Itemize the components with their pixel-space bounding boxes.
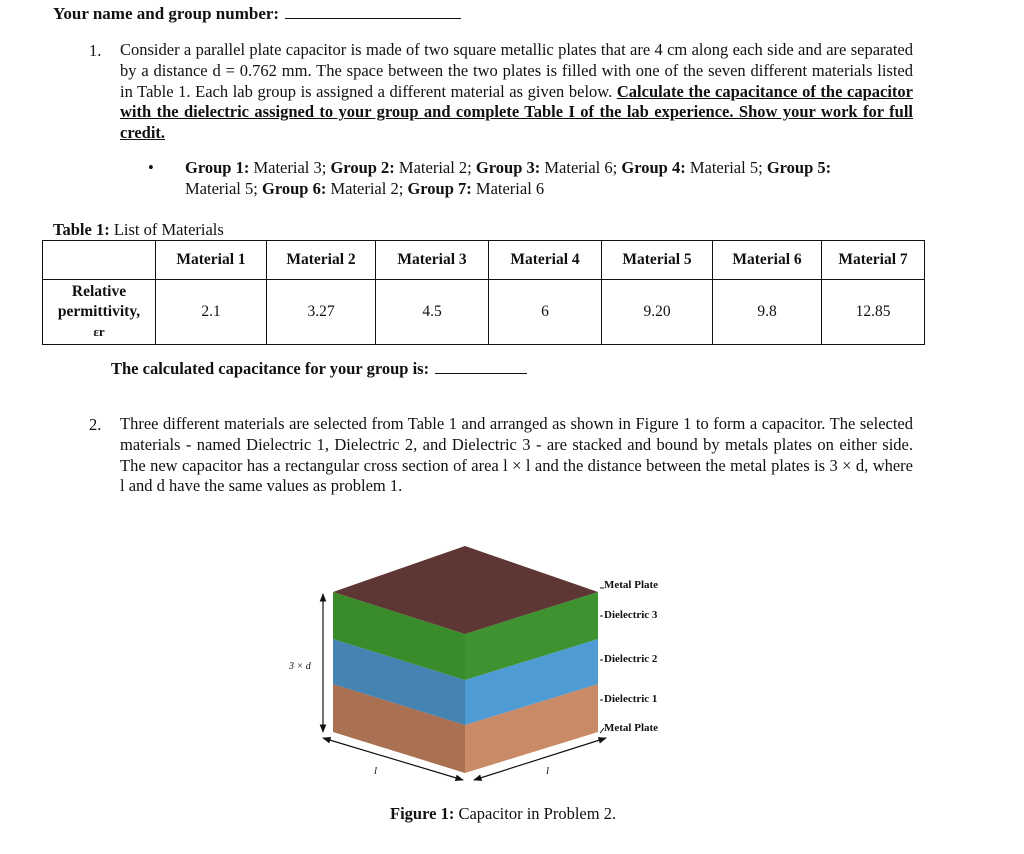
group-1-label: Group 1: <box>185 158 250 177</box>
group-6-label: Group 6: <box>261 178 327 198</box>
problem-1-instruction: Calculate the capacitance of the capacitor with the dielectric assigned to your group and complete Table I of the lab experience. Show your work for full credit. <box>120 81 913 143</box>
header-material-3: Material 3 <box>376 241 489 280</box>
header-material-5: Material 5 <box>602 241 713 280</box>
value-material-4: 6 <box>489 280 602 345</box>
label-dielectric-2: Dielectric 2 <box>604 653 658 665</box>
group-2-material: Material 2; <box>398 158 472 177</box>
permittivity-symbol: εr <box>93 324 105 339</box>
label-metal-plate-bottom: Metal Plate <box>604 722 659 734</box>
table-caption-number: Table 1: <box>53 220 110 239</box>
group-7-label: Group 7: <box>407 178 472 198</box>
group-2-label: Group 2: <box>330 158 395 177</box>
problem-2-number: 2. <box>89 415 102 434</box>
problem-1-statement: Consider a parallel plate capacitor is made of two square metallic plates that are 4 cm along each side and are separated by a distance d = 0.762 mm. The space between the two plates is filled with one of the seven different materials listed in Table 1. Each lab group is assigned a different material as given below. <box>120 40 913 101</box>
value-material-1: 2.1 <box>156 280 267 345</box>
group-7-material: Material 6 <box>475 178 545 198</box>
header-material-1: Material 1 <box>156 241 267 280</box>
header-material-4: Material 4 <box>489 241 602 280</box>
group-1-material: Material 3; <box>253 158 327 177</box>
problem-2-text: Three different materials are selected from Table 1 and arranged as shown in Figure 1 to form a capacitor. The selected materials - named Dielectric 1, Dielectric 2, and Dielectric 3 - are stacked and bound by metals plates on either side. The new capacitor has a rectangular cross section of area l × l and the distance between the metal plates is 3 × d, where l and d have the same values as problem 1. <box>120 414 913 496</box>
header-material-2: Material 2 <box>267 241 376 280</box>
label-width-left: l <box>374 765 378 777</box>
label-metal-plate-top: Metal Plate <box>604 579 659 591</box>
group-4-material: Material 5; <box>689 158 763 177</box>
capacitance-result-label: The calculated capacitance for your group is: <box>111 359 430 378</box>
value-material-2: 3.27 <box>267 280 376 345</box>
group-5-label: Group 5: <box>766 158 832 177</box>
bullet-marker: • <box>148 158 154 177</box>
name-group-label: Your name and group number: <box>53 4 280 23</box>
figure-caption <box>390 804 616 824</box>
header-material-7: Material 7 <box>822 241 925 280</box>
value-material-3: 4.5 <box>376 280 489 345</box>
row-label-line2: permittivity, <box>57 303 141 320</box>
header-material-6: Material 6 <box>713 241 822 280</box>
problem-1-number: 1. <box>89 41 102 60</box>
figure-caption-text: Capacitor in Problem 2. <box>458 804 617 823</box>
figure-caption-number: Figure 1: <box>390 804 455 823</box>
value-material-6: 9.8 <box>713 280 822 345</box>
label-dielectric-1: Dielectric 1 <box>604 693 658 705</box>
group-3-label: Group 3: <box>475 158 541 177</box>
table-caption-title: List of Materials <box>113 220 224 239</box>
label-dielectric-3: Dielectric 3 <box>604 609 658 621</box>
label-height: 3 × d <box>289 661 311 672</box>
group-4-label: Group 4: <box>621 158 686 177</box>
value-material-5: 9.20 <box>602 280 713 345</box>
value-material-7: 12.85 <box>822 280 925 345</box>
group-5-material: Material 5; <box>185 178 258 198</box>
row-label-line1: Relative <box>71 283 127 300</box>
group-3-material: Material 6; <box>544 158 618 177</box>
label-width-right: l <box>546 765 550 777</box>
group-6-material: Material 2; <box>330 178 404 198</box>
